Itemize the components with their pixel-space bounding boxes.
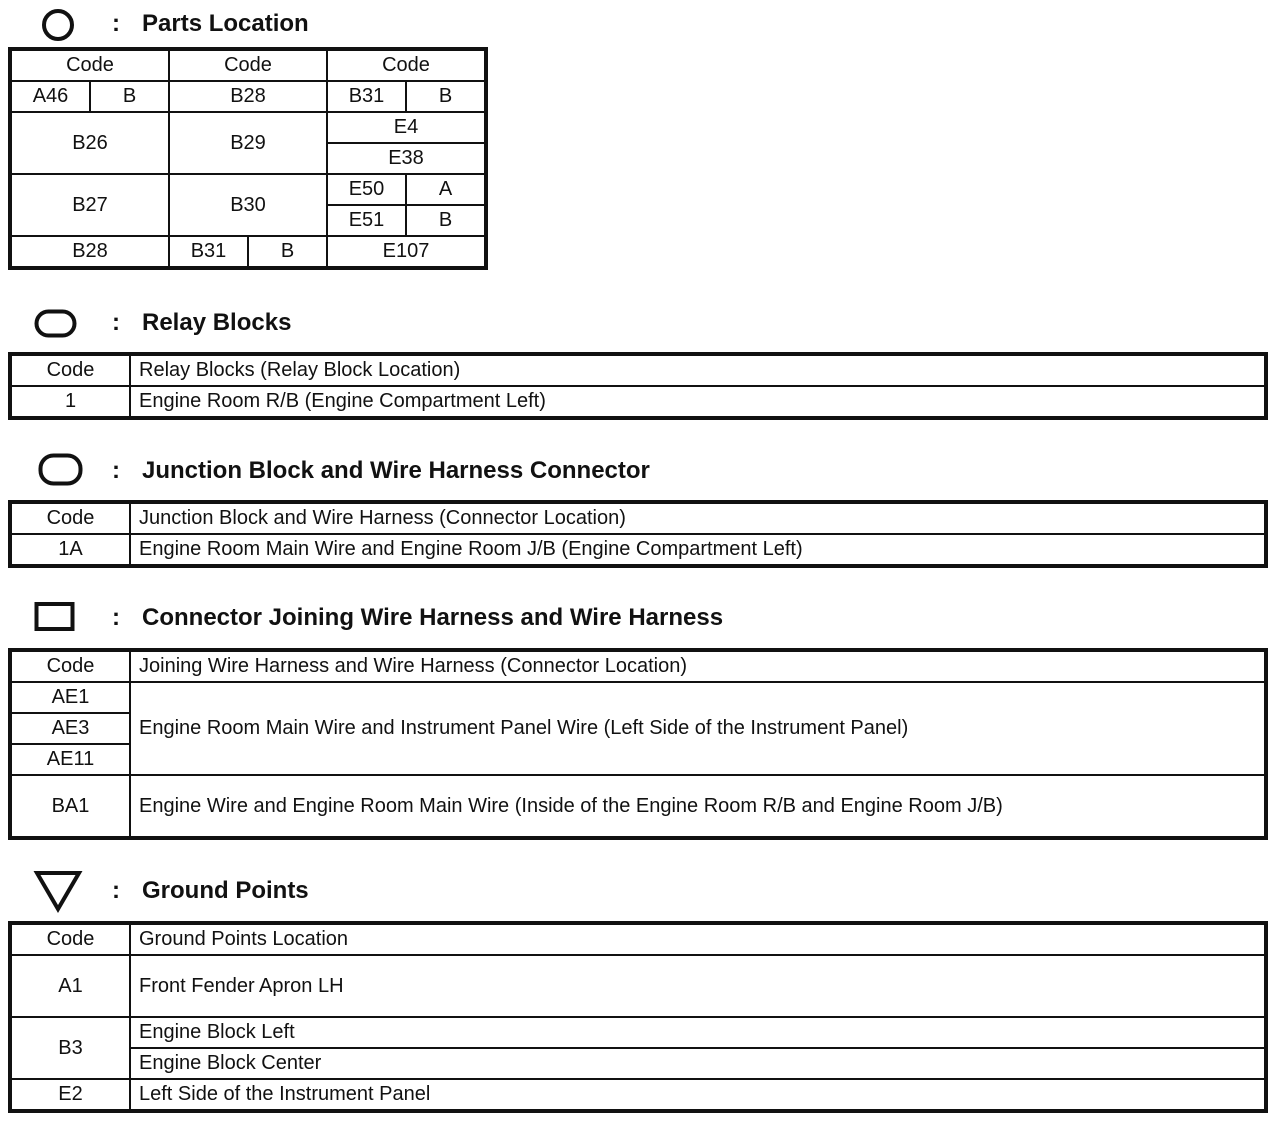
ground-points-table: [10, 923, 1266, 1111]
code-cell: E51: [327, 205, 406, 236]
code-cell: E2: [11, 1079, 130, 1110]
code-cell: B30: [169, 174, 327, 236]
relay-blocks-title: Relay Blocks: [142, 309, 292, 336]
code-cell: AE1: [11, 682, 130, 713]
rounded-rect-icon: [34, 309, 78, 339]
separator-colon: :: [112, 309, 120, 336]
code-cell: E4: [327, 112, 485, 143]
code-cell: B3: [11, 1017, 130, 1079]
junction-block-title: Junction Block and Wire Harness Connector: [142, 457, 650, 484]
code-cell: A46: [11, 81, 90, 112]
code-cell: B: [406, 205, 485, 236]
separator-colon: :: [112, 877, 120, 904]
separator-colon: :: [112, 457, 120, 484]
code-cell: 1: [11, 386, 130, 417]
code-cell: B31: [327, 81, 406, 112]
code-cell: B27: [11, 174, 169, 236]
connector-joining-table: [10, 650, 1266, 838]
rectangle-icon: [34, 601, 76, 633]
connector-joining-title: Connector Joining Wire Harness and Wire Harness: [142, 604, 724, 631]
code-header: Code: [11, 503, 130, 534]
location-header: Joining Wire Harness and Wire Harness (Connector Location): [130, 651, 1265, 682]
location-cell: Engine Room Main Wire and Instrument Panel Wire (Left Side of the Instrument Panel): [130, 682, 1265, 775]
code-header: Code: [327, 50, 485, 81]
code-cell: B26: [11, 112, 169, 174]
code-header: Code: [169, 50, 327, 81]
code-header: Code: [11, 355, 130, 386]
triangle-down-icon: [33, 869, 83, 913]
code-cell: E38: [327, 143, 485, 174]
code-cell: B28: [11, 236, 169, 267]
ground-points-title: Ground Points: [142, 877, 309, 904]
code-cell: AE3: [11, 713, 130, 744]
code-cell: B: [90, 81, 169, 112]
code-cell: B: [406, 81, 485, 112]
location-header: Relay Blocks (Relay Block Location): [130, 355, 1265, 386]
location-header: Junction Block and Wire Harness (Connector Location): [130, 503, 1265, 534]
code-header: Code: [11, 50, 169, 81]
location-cell: Left Side of the Instrument Panel: [130, 1079, 1265, 1110]
code-cell: E107: [327, 236, 485, 267]
location-header: Ground Points Location: [130, 924, 1265, 955]
code-cell: B28: [169, 81, 327, 112]
location-cell: Engine Block Left: [130, 1017, 1265, 1048]
code-cell: 1A: [11, 534, 130, 565]
code-cell: B31: [169, 236, 248, 267]
location-cell: Front Fender Apron LH: [130, 955, 1265, 1017]
code-cell: B29: [169, 112, 327, 174]
relay-blocks-table: [10, 354, 1266, 418]
code-cell: AE11: [11, 744, 130, 775]
code-header: Code: [11, 651, 130, 682]
code-cell: A1: [11, 955, 130, 1017]
location-cell: Engine Room Main Wire and Engine Room J/B (Engine Compartment Left): [130, 534, 1265, 565]
parts-location-table: [10, 49, 486, 268]
oval-icon: [38, 453, 84, 487]
separator-colon: :: [112, 10, 120, 37]
code-cell: E50: [327, 174, 406, 205]
code-header: Code: [11, 924, 130, 955]
code-cell: B: [248, 236, 327, 267]
circle-icon: [40, 8, 76, 44]
parts-location-title: Parts Location: [142, 10, 309, 37]
code-cell: BA1: [11, 775, 130, 837]
junction-block-table: [10, 502, 1266, 566]
location-cell: Engine Room R/B (Engine Compartment Left): [130, 386, 1265, 417]
code-cell: A: [406, 174, 485, 205]
separator-colon: :: [112, 604, 120, 631]
location-cell: Engine Block Center: [130, 1048, 1265, 1079]
location-cell: Engine Wire and Engine Room Main Wire (Inside of the Engine Room R/B and Engine Room J/B): [130, 775, 1265, 837]
